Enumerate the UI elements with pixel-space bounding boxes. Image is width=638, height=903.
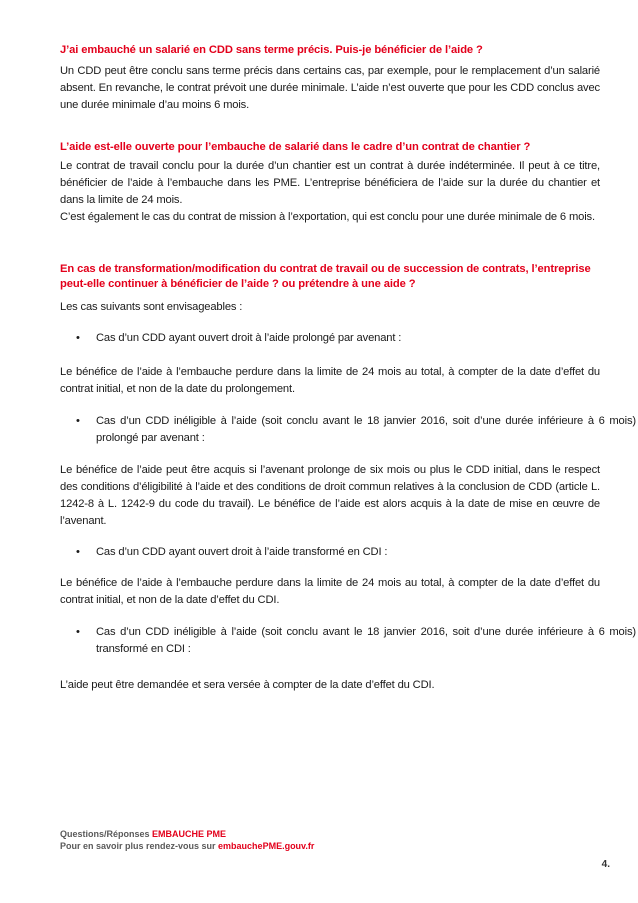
- bullet-case-3: [60, 544, 636, 561]
- answer-cases-intro: Les cas suivants sont envisageables :: [60, 301, 243, 313]
- bullet-icon: •: [76, 332, 80, 344]
- bullet-case-2-text: Cas d’un CDD inéligible à l’aide (soit conclu avant le 18 janvier 2016, soit d’une durée inférieure à 6 mois) prolongé par avenant :: [96, 415, 636, 444]
- footer-line-1: [60, 828, 314, 840]
- bullet-icon: •: [76, 546, 80, 558]
- answer-contrat-chantier-p1: Le contrat de travail conclu pour la durée d’un chantier est un contrat à durée indéterminée. Il peut à ce titre, bénéficier de l’aide à l’embauche dans les PME. L’entreprise bénéficiera de l’aide sur la durée du chantier et dans la limite de 24 mois.: [60, 160, 600, 206]
- answer-contrat-chantier: [60, 158, 600, 226]
- answer-case-1: Le bénéfice de l’aide à l’embauche perdure dans la limite de 24 mois au total, à compter de la date d’effet du contrat initial, et non de la date du prolongement.: [60, 366, 600, 395]
- bullet-case-2: [60, 413, 636, 447]
- footer-website-link[interactable]: embauchePME.gouv.fr: [218, 841, 315, 851]
- answer-case-3: Le bénéfice de l’aide à l’embauche perdure dans la limite de 24 mois au total, à compter de la date d’effet du contrat initial, et non de la date d’effet du CDI.: [60, 577, 600, 606]
- footer-label: Questions/Réponses: [60, 829, 153, 839]
- question-transformation-contrat: En cas de transformation/modification du contrat de travail ou de succession de contrats, l’entreprise peut-elle continuer à bénéficier de l’aide ? ou prétendre à une aide ?: [60, 263, 591, 290]
- bullet-case-1: [60, 330, 636, 347]
- bullet-case-1-text: Cas d’un CDD ayant ouvert droit à l’aide prolongé par avenant :: [96, 332, 402, 344]
- question-cdd-sans-terme: J’ai embauché un salarié en CDD sans terme précis. Puis-je bénéficier de l’aide ?: [60, 44, 483, 56]
- bullet-case-4-text: Cas d’un CDD inéligible à l’aide (soit conclu avant le 18 janvier 2016, soit d’une durée inférieure à 6 mois) transformé en CDI :: [96, 626, 636, 655]
- answer-case-4: L’aide peut être demandée et sera versée à compter de la date d’effet du CDI.: [60, 679, 435, 691]
- page-footer: [60, 828, 314, 852]
- bullet-icon: •: [76, 415, 80, 427]
- footer-more-info: Pour en savoir plus rendez-vous sur: [60, 841, 219, 851]
- bullet-case-4: [60, 624, 636, 658]
- footer-brand: EMBAUCHE PME: [152, 829, 227, 839]
- question-contrat-chantier: L’aide est-elle ouverte pour l’embauche de salarié dans le cadre d’un contrat de chantier ?: [60, 141, 531, 153]
- bullet-case-3-text: Cas d’un CDD ayant ouvert droit à l’aide transformé en CDI :: [96, 546, 388, 558]
- answer-cdd-sans-terme: Un CDD peut être conclu sans terme précis dans certains cas, par exemple, pour le remplacement d’un salarié absent. En revanche, le contrat prévoit une durée minimale. L’aide n’est ouverte que pour les CDD conclus avec une durée minimale d’au moins 6 mois.: [60, 65, 600, 111]
- bullet-icon: •: [76, 626, 80, 638]
- answer-case-2: Le bénéfice de l’aide peut être acquis si l’avenant prolonge de six mois ou plus le CDD initial, dans le respect des conditions d’éligibilité à l’aide et des conditions de droit commun relatives à la conclusion de CDD (article L. 1242-8 à L. 1242-9 du code du travail). Le bénéfice de l’aide est alors acquis à la date de mise en œuvre de l’avenant.: [60, 464, 600, 527]
- footer-line-2: [60, 840, 314, 852]
- page-number: 4.: [601, 859, 610, 870]
- answer-contrat-chantier-p2: C’est également le cas du contrat de mission à l’exportation, qui est conclu pour une durée minimale de 6 mois.: [60, 211, 595, 223]
